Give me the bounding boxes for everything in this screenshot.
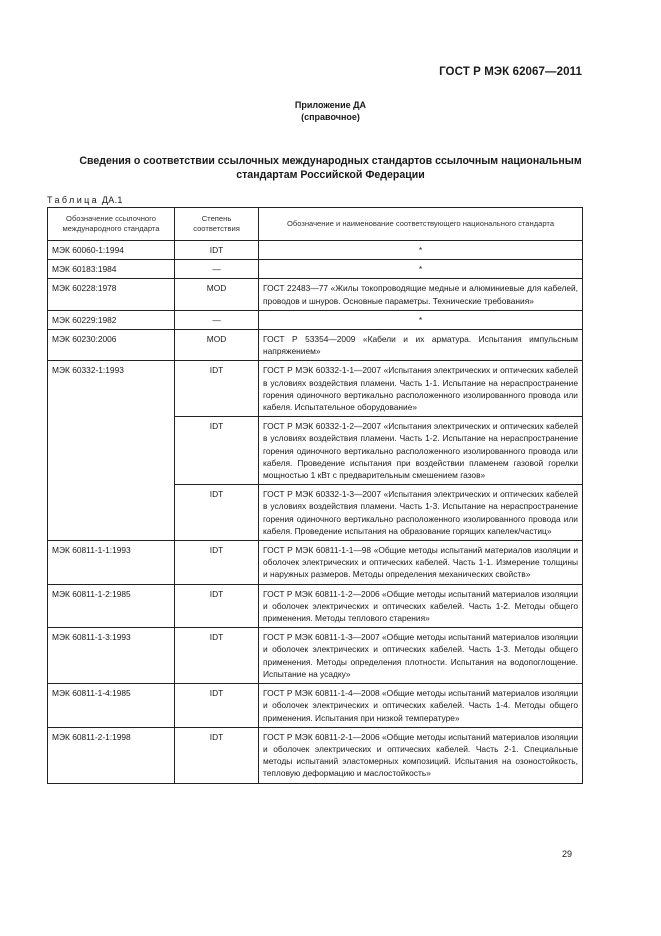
cell-degree: IDT	[175, 541, 259, 585]
cell-degree: IDT	[175, 684, 259, 728]
cell-national-standard: *	[259, 260, 583, 279]
cell-national-standard: *	[259, 310, 583, 329]
cell-degree: MOD	[175, 279, 259, 310]
cell-national-standard: ГОСТ Р МЭК 60332-1-2—2007 «Испытания электрических и оптических кабелей в условиях воздействия пламени. Часть 1-2. Испытание на нераспространение горения одиночного вертикально расположенного изолированного провода или кабеля. Проведение испытания при воздействии пламенем газовой горелки мощностью 1 кВт с предварительным смешением газов»	[259, 417, 583, 485]
cell-degree: IDT	[175, 417, 259, 485]
cell-intl-standard: МЭК 60228:1978	[48, 279, 175, 310]
cell-degree: IDT	[175, 584, 259, 628]
cell-intl-standard: МЭК 60811-2-1:1998	[48, 727, 175, 783]
column-header-national-standard: Обозначение и наименование соответствующего национального стандарта	[259, 208, 583, 241]
cell-intl-standard: МЭК 60229:1982	[48, 310, 175, 329]
column-header-degree: Степень соответствия	[175, 208, 259, 241]
table-row	[48, 541, 583, 585]
cell-national-standard: ГОСТ Р МЭК 60332-1-3—2007 «Испытания электрических и оптических кабелей в условиях воздействия пламени. Часть 1-3. Испытание на нераспространение горения одиночного вертикально расположенного изолированного провода или кабеля. Проведение испытания на образование горящих капелек/частиц»	[259, 485, 583, 541]
table-row	[48, 361, 583, 417]
table-row	[48, 279, 583, 310]
cell-intl-standard: МЭК 60183:1984	[48, 260, 175, 279]
column-header-intl-standard: Обозначение ссылочного международного стандарта	[48, 208, 175, 241]
cell-national-standard: ГОСТ Р МЭК 60332-1-1—2007 «Испытания электрических и оптических кабелей в условиях воздействия пламени. Часть 1-1. Испытание на нераспространение горения одиночного вертикально расположенного изолированного провода или кабеля. Испытательное оборудование»	[259, 361, 583, 417]
section-title-line-1: Сведения о соответствии ссылочных международных стандартов ссылочным национальным	[79, 155, 582, 167]
cell-degree: —	[175, 310, 259, 329]
cell-degree: MOD	[175, 330, 259, 361]
annex-type: (справочное)	[301, 112, 360, 122]
cell-intl-standard: МЭК 60811-1-3:1993	[48, 628, 175, 684]
cell-national-standard: ГОСТ Р МЭК 60811-1-4—2008 «Общие методы испытаний материалов изоляции и оболочек электрических и оптических кабелей. Часть 1-4. Методы общего применения. Испытания при низкой температуре»	[259, 684, 583, 728]
table-row	[48, 330, 583, 361]
table-row	[48, 310, 583, 329]
cell-degree: IDT	[175, 241, 259, 260]
cell-national-standard: ГОСТ Р МЭК 60811-2-1—2006 «Общие методы испытаний материалов изоляции и оболочек электрических и оптических кабелей. Часть 2-1. Специальные методы испытаний эластомерных композиций. Испытания на озоностойкость, тепловую деформацию и маслостойкость»	[259, 727, 583, 783]
cell-intl-standard: МЭК 60811-1-1:1993	[48, 541, 175, 585]
table-row	[48, 684, 583, 728]
cell-intl-standard: МЭК 60332-1:1993	[48, 361, 175, 541]
table-row	[48, 260, 583, 279]
cell-degree: IDT	[175, 628, 259, 684]
cell-intl-standard: МЭК 60811-1-2:1985	[48, 584, 175, 628]
cell-intl-standard: МЭК 60811-1-4:1985	[48, 684, 175, 728]
annex-name: Приложение ДА	[294, 100, 367, 110]
cell-national-standard: ГОСТ 22483—77 «Жилы токопроводящие медные и алюминиевые для кабелей, проводов и шнуров. Основные параметры. Технические требования»	[259, 279, 583, 310]
cell-degree: IDT	[175, 361, 259, 417]
table-row	[48, 628, 583, 684]
cell-degree: —	[175, 260, 259, 279]
cell-national-standard: ГОСТ Р МЭК 60811-1-2—2006 «Общие методы испытаний материалов изоляции и оболочек электрических и оптических кабелей. Часть 1-2. Методы общего применения. Методы теплового старения»	[259, 584, 583, 628]
correspondence-table	[47, 207, 583, 784]
document-header: ГОСТ Р МЭК 62067—2011	[439, 66, 582, 78]
cell-intl-standard: МЭК 60230:2006	[48, 330, 175, 361]
table-caption-word: Таблица	[47, 195, 100, 205]
table-row	[48, 241, 583, 260]
section-title	[40, 154, 621, 182]
cell-degree: IDT	[175, 727, 259, 783]
cell-national-standard: ГОСТ Р МЭК 60811-1-1—98 «Общие методы испытаний материалов изоляции и оболочек электрических и оптических кабелей. Часть 1-1. Измерение толщины и наружных размеров. Методы определения механических свойств»	[259, 541, 583, 585]
cell-degree: IDT	[175, 485, 259, 541]
cell-intl-standard: МЭК 60060-1:1994	[48, 241, 175, 260]
cell-national-standard: *	[259, 241, 583, 260]
table-row	[48, 727, 583, 783]
table-row	[48, 584, 583, 628]
table-caption	[47, 195, 123, 205]
cell-national-standard: ГОСТ Р 53354—2009 «Кабели и их арматура. Испытания импульсным напряжением»	[259, 330, 583, 361]
table-header-row	[48, 208, 583, 241]
page-number: 29	[561, 849, 572, 859]
annex-heading	[0, 99, 661, 123]
cell-national-standard: ГОСТ Р МЭК 60811-1-3—2007 «Общие методы испытаний материалов изоляции и оболочек электрических и оптических кабелей. Часть 1-3. Методы общего применения. Методы определения плотности. Испытания на водопоглощение. Испытание на усадку»	[259, 628, 583, 684]
section-title-line-2: стандартам Российской Федерации	[236, 169, 425, 181]
table-caption-number: ДА.1	[101, 195, 123, 205]
